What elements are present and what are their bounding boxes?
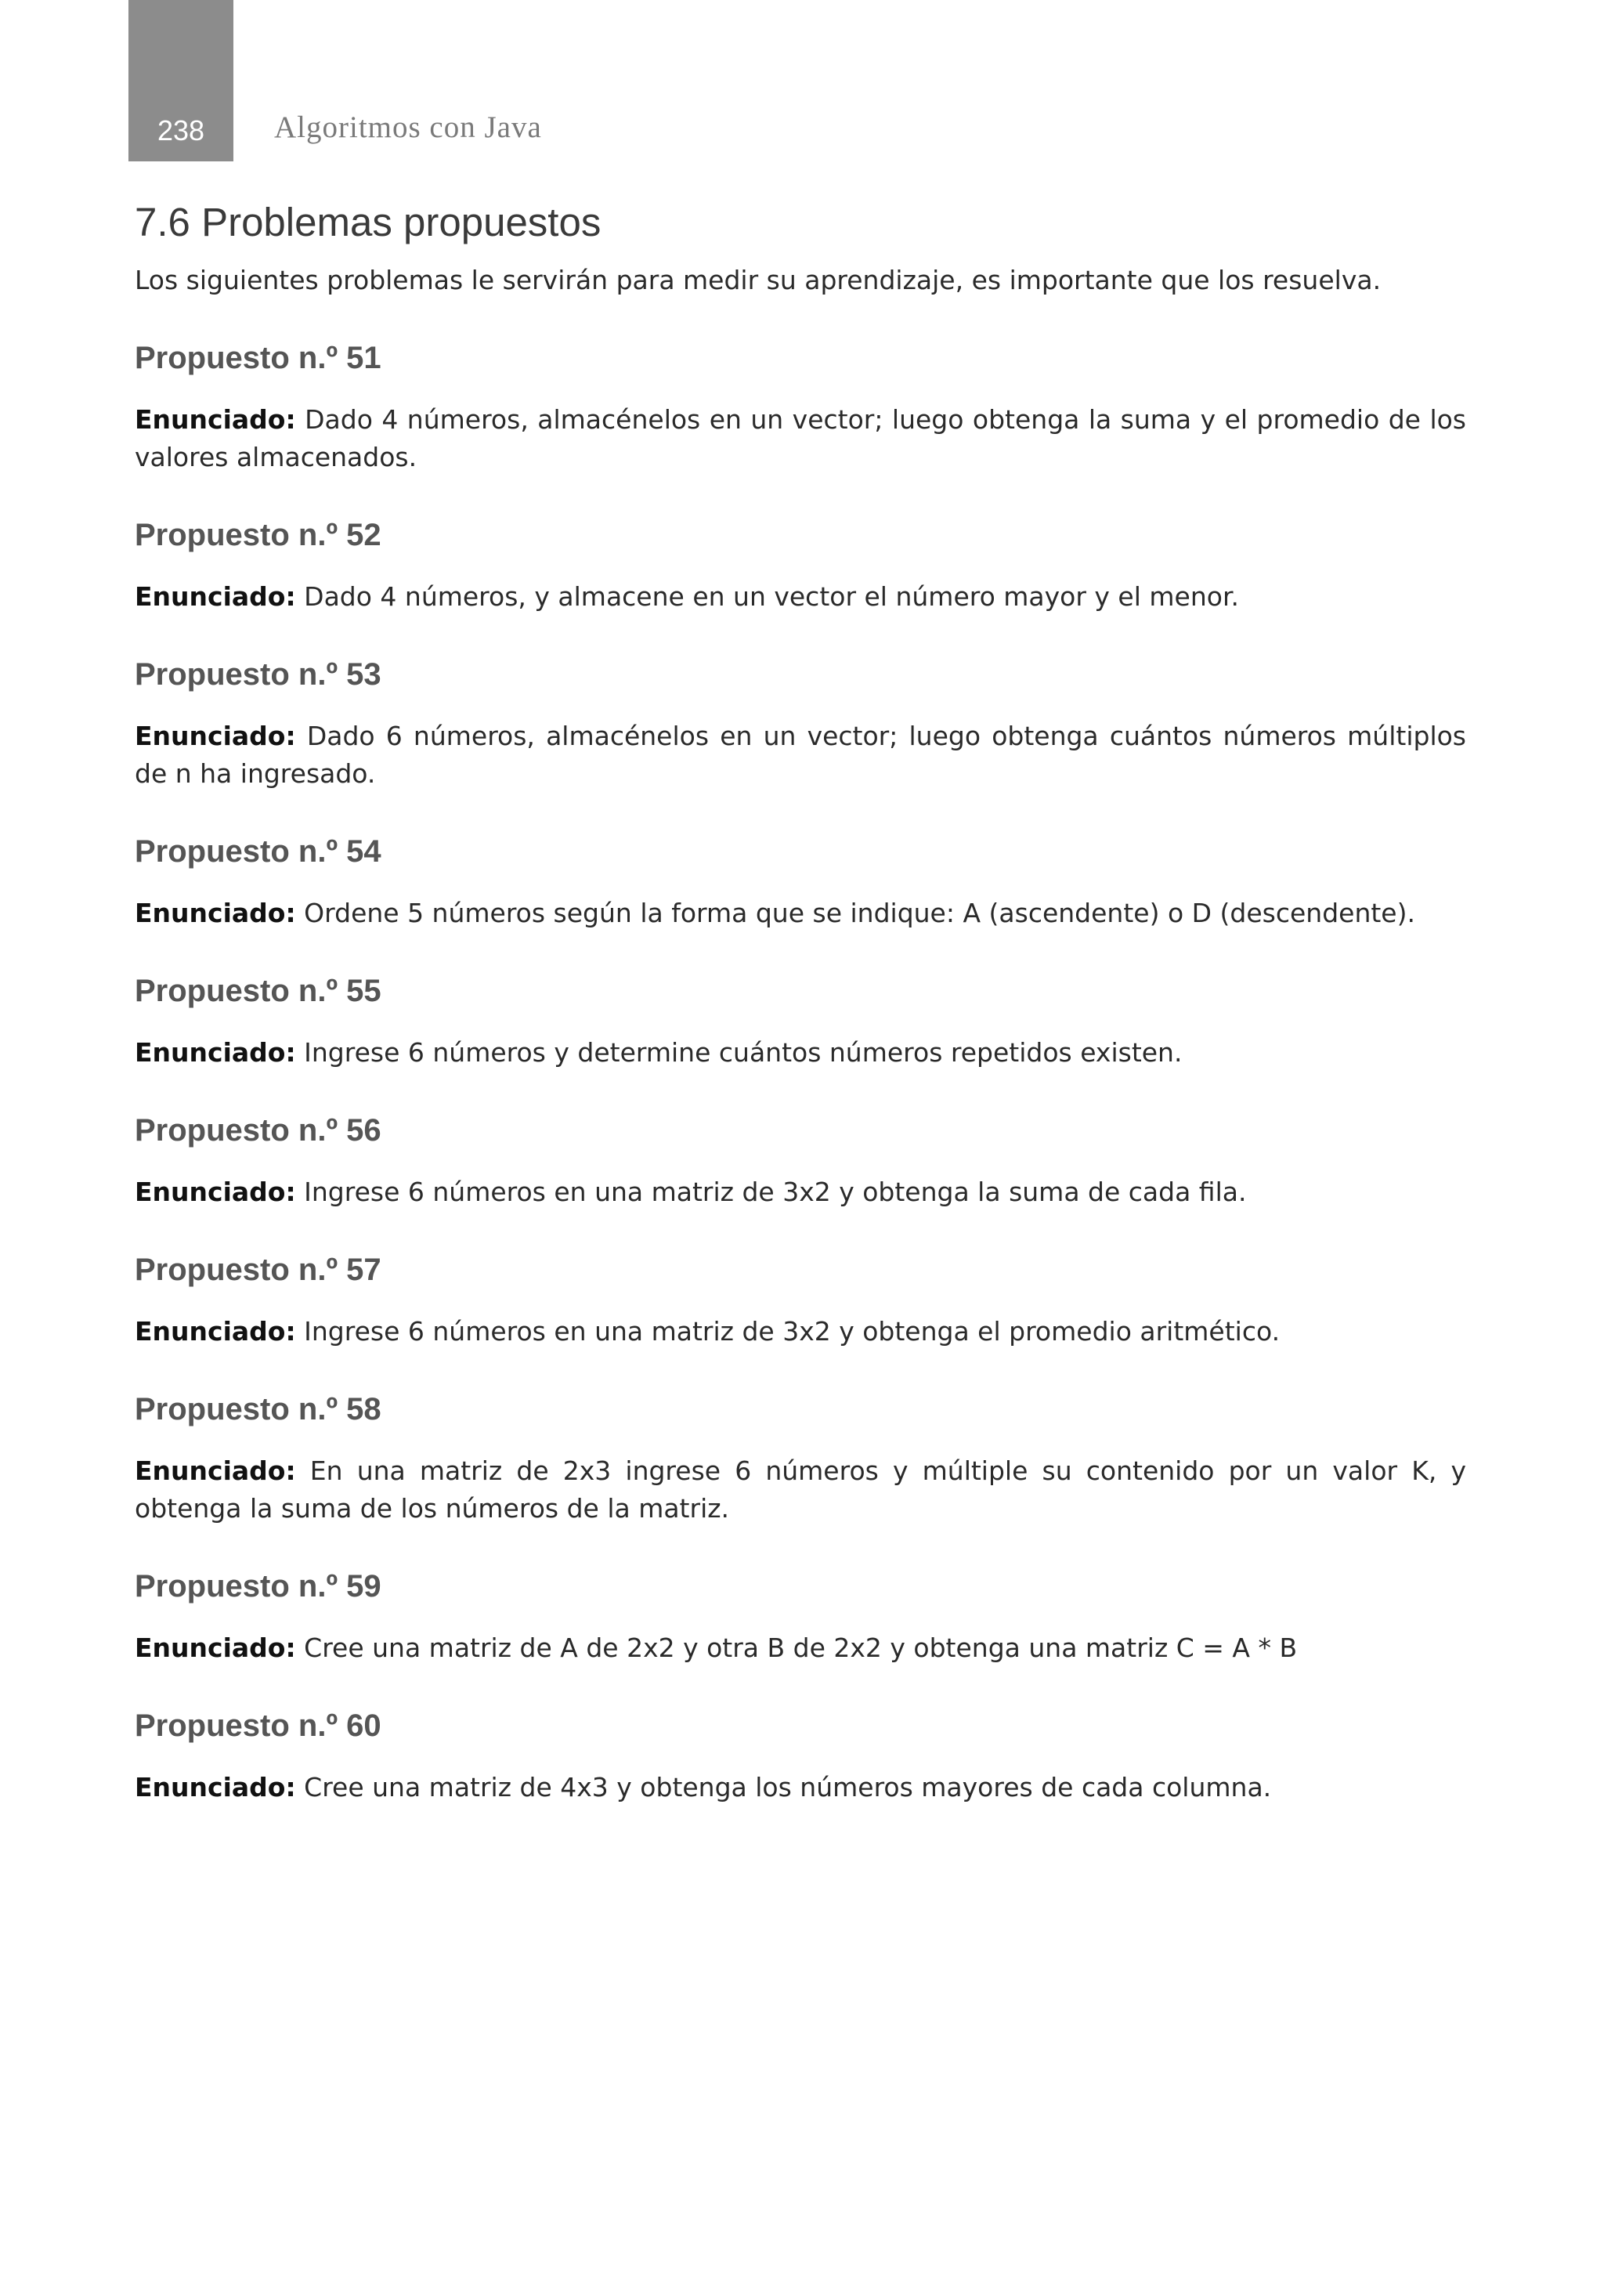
statement-text: Ingrese 6 números y determine cuántos números repetidos existen. — [304, 1037, 1183, 1068]
problem-statement — [135, 1034, 1466, 1072]
statement-label: Enunciado: — [135, 1316, 296, 1347]
problem-statement — [135, 1173, 1466, 1211]
statement-text: Ingrese 6 números en una matriz de 3x2 y obtenga la suma de cada fila. — [304, 1177, 1247, 1207]
page-number: 238 — [157, 114, 205, 146]
problem-51 — [135, 338, 1466, 476]
problem-title: Propuesto n.º 58 — [135, 1392, 381, 1426]
problem-title: Propuesto n.º 52 — [135, 518, 381, 552]
problem-59 — [135, 1567, 1466, 1667]
section-intro: Los siguientes problemas le servirán para medir su aprendizaje, es importante que los resuelva. — [135, 265, 1382, 295]
problem-60 — [135, 1706, 1466, 1806]
statement-label: Enunciado: — [135, 1455, 296, 1486]
page-number-tab — [128, 0, 233, 161]
problem-58 — [135, 1390, 1466, 1528]
statement-label: Enunciado: — [135, 404, 296, 435]
problem-title: Propuesto n.º 57 — [135, 1253, 381, 1287]
problem-statement — [135, 578, 1466, 616]
problem-title: Propuesto n.º 59 — [135, 1569, 381, 1604]
statement-label: Enunciado: — [135, 581, 296, 612]
problem-title: Propuesto n.º 56 — [135, 1113, 381, 1148]
statement-text: Cree una matriz de A de 2x2 y otra B de 2x2 y obtenga una matriz C = A * B — [304, 1633, 1298, 1663]
problem-52 — [135, 515, 1466, 616]
statement-text: Dado 6 números, almacénelos en un vector; luego obtenga cuántos números múltiplos de n ha ingresado. — [135, 721, 1466, 789]
problem-statement — [135, 1629, 1466, 1667]
problem-57 — [135, 1250, 1466, 1350]
problem-title: Propuesto n.º 55 — [135, 974, 381, 1008]
statement-label: Enunciado: — [135, 898, 296, 928]
problem-54 — [135, 832, 1466, 932]
problem-53 — [135, 655, 1466, 793]
running-title: Algoritmos con Java — [274, 110, 542, 144]
problem-statement — [135, 895, 1466, 932]
statement-label: Enunciado: — [135, 1633, 296, 1663]
statement-label: Enunciado: — [135, 721, 296, 751]
statement-text: Dado 4 números, almacénelos en un vector; luego obtenga la suma y el promedio de los valores almacenados. — [135, 404, 1466, 472]
statement-label: Enunciado: — [135, 1772, 296, 1802]
statement-text: En una matriz de 2x3 ingrese 6 números y múltiple su contenido por un valor K, y obtenga la suma de los números de la matriz. — [135, 1455, 1466, 1524]
statement-label: Enunciado: — [135, 1177, 296, 1207]
problem-title: Propuesto n.º 60 — [135, 1708, 381, 1743]
problem-statement — [135, 401, 1466, 476]
section-title: 7.6 Problemas propuestos — [135, 200, 602, 244]
statement-text: Ordene 5 números según la forma que se indique: A (ascendente) o D (descendente). — [304, 898, 1415, 928]
problem-statement — [135, 1769, 1466, 1806]
statement-label: Enunciado: — [135, 1037, 296, 1068]
statement-text: Cree una matriz de 4x3 y obtenga los números mayores de cada columna. — [304, 1772, 1272, 1802]
problem-statement — [135, 1452, 1466, 1528]
statement-text: Dado 4 números, y almacene en un vector el número mayor y el menor. — [304, 581, 1239, 612]
page-content — [135, 197, 1466, 1806]
problem-title: Propuesto n.º 51 — [135, 341, 381, 375]
problem-statement — [135, 718, 1466, 793]
statement-text: Ingrese 6 números en una matriz de 3x2 y obtenga el promedio aritmético. — [304, 1316, 1281, 1347]
problem-55 — [135, 971, 1466, 1072]
problem-statement — [135, 1313, 1466, 1350]
problem-title: Propuesto n.º 54 — [135, 834, 381, 869]
problem-title: Propuesto n.º 53 — [135, 657, 381, 692]
problem-56 — [135, 1111, 1466, 1211]
